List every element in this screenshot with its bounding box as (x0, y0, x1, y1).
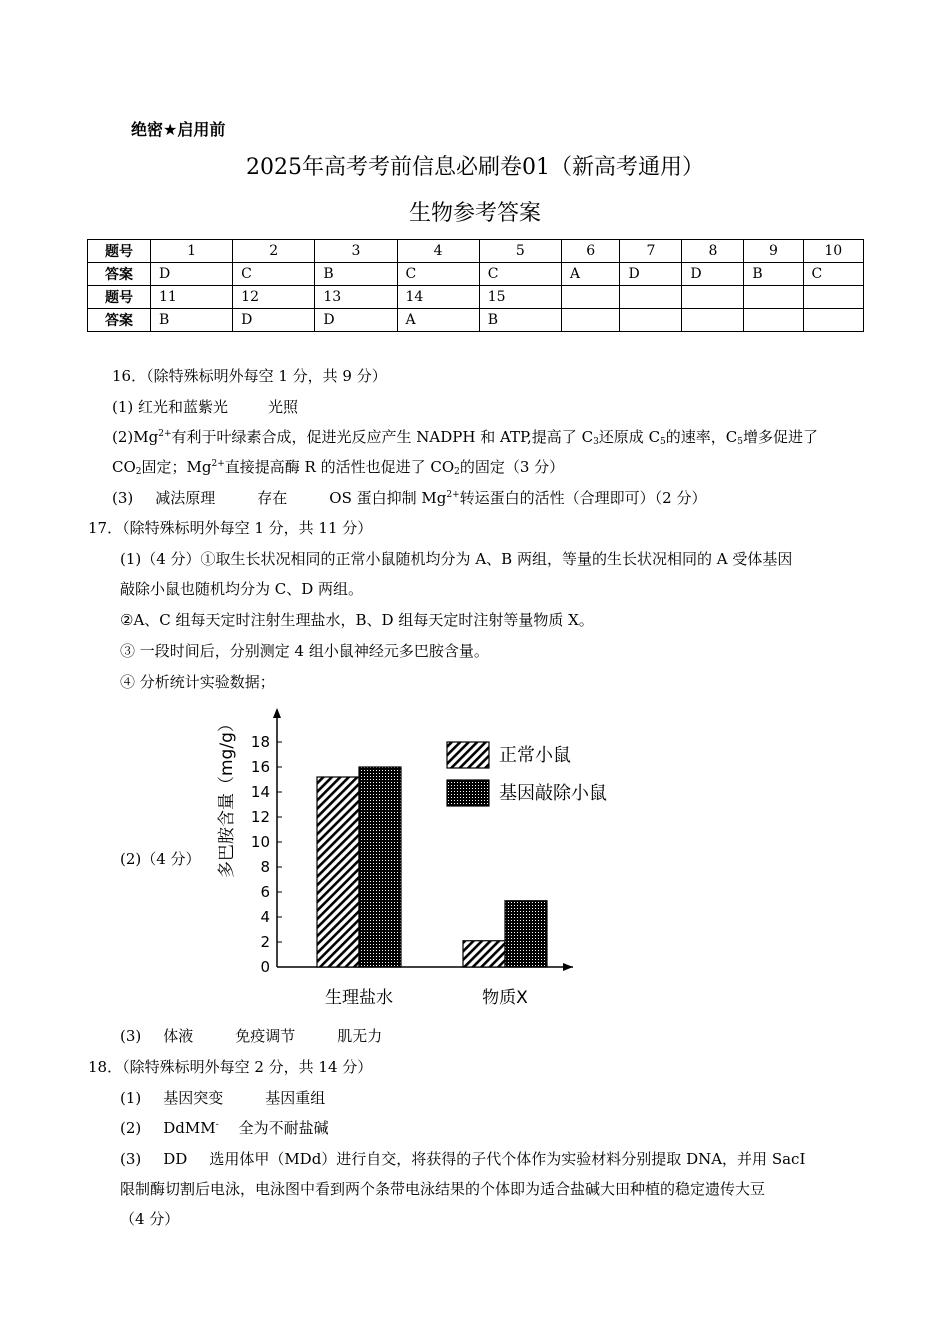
text-span: 免疫调节 (235, 1027, 296, 1045)
text-span: 基因突变 (163, 1089, 224, 1107)
table-cell (682, 286, 744, 309)
table-row (88, 263, 864, 286)
legend-swatch (447, 780, 489, 806)
row-label: 答案 (88, 263, 151, 286)
text-span: 有利于叶绿素合成，促进光反应产生 NADPH 和 ATP,提高了 C (171, 428, 594, 446)
table-cell (803, 286, 863, 309)
q17-step-4: ④ 分析统计实验数据； (120, 673, 275, 691)
table-cell: 14 (397, 286, 479, 309)
superscript: - (215, 1120, 219, 1130)
table-cell: 13 (315, 286, 397, 309)
text-span: 还原成 C (598, 428, 661, 446)
text-span: 体液 (163, 1027, 194, 1045)
text-span: 的速率，C (665, 428, 738, 446)
q17-step-2: ②A、C 组每天定时注射生理盐水，B、D 组每天定时注射等量物质 X。 (120, 611, 594, 629)
subscript: 2 (135, 467, 142, 477)
confidential-label: 绝密★启用前 (131, 120, 226, 139)
q18-answer-3 (120, 1148, 805, 1169)
q17-answer-1-cont: 敲除小鼠也随机均分为 C、D 两组。 (120, 580, 364, 598)
text-span: 全为不耐盐碱 (238, 1119, 329, 1137)
y-tick-label: 8 (260, 858, 270, 876)
legend-label: 正常小鼠 (499, 745, 571, 766)
q16-answer-2-cont (112, 456, 564, 477)
q16-heading: 16．（除特殊标明外每空 1 分，共 9 分） (112, 367, 387, 385)
q18-answer-1 (120, 1087, 325, 1108)
table-cell: 12 (233, 286, 315, 309)
table-cell: D (151, 263, 233, 286)
text-span: 减法原理 (155, 489, 216, 507)
text-span: (3) (112, 489, 134, 507)
y-tick-label: 16 (250, 758, 270, 776)
q18-answer-2 (120, 1117, 329, 1138)
table-cell: 4 (397, 240, 479, 263)
text-span: 直接提高酶 R 的活性也促进了 CO (224, 458, 455, 476)
table-row (88, 286, 864, 309)
bar (317, 777, 359, 967)
text-span: (2)Mg (112, 428, 159, 446)
legend-swatch (447, 742, 489, 768)
y-tick-label: 6 (260, 883, 270, 901)
x-tick-label: 生理盐水 (325, 988, 393, 1008)
table-cell (803, 309, 863, 332)
text-span: (2) (120, 1119, 142, 1137)
table-cell (620, 286, 682, 309)
text-span: OS 蛋白抑制 Mg (329, 489, 447, 507)
text-span: 增多促进了 (743, 428, 819, 446)
table-cell: 7 (620, 240, 682, 263)
bar (463, 941, 505, 967)
q16-answer-3 (112, 487, 706, 508)
bar (505, 901, 547, 967)
text-span: (1) (120, 1089, 142, 1107)
text-span: (3) (120, 1027, 142, 1045)
q17-answer-1: (1)（4 分）①取生长状况相同的正常小鼠随机均分为 A、B 两组，等量的生长状况相同的 A 受体基因 (120, 550, 793, 568)
subscript: 2 (454, 467, 460, 477)
table-cell (620, 309, 682, 332)
table-cell: C (233, 263, 315, 286)
y-tick-label: 12 (250, 808, 270, 826)
table-cell (561, 309, 620, 332)
table-cell: 1 (151, 240, 233, 263)
table-cell: B (744, 263, 803, 286)
table-cell: B (315, 263, 397, 286)
text-span: 固定；Mg (141, 458, 212, 476)
table-cell: D (620, 263, 682, 286)
row-label: 答案 (88, 309, 151, 332)
y-tick-label: 10 (250, 833, 270, 851)
table-cell: B (479, 309, 561, 332)
bar-chart (195, 700, 655, 1020)
text-span: 存在 (257, 489, 288, 507)
superscript: 2+ (446, 490, 460, 500)
text-span: DD (163, 1150, 188, 1168)
q17-step-3: ③ 一段时间后，分别测定 4 组小鼠神经元多巴胺含量。 (120, 642, 489, 660)
table-cell: 11 (151, 286, 233, 309)
answer-table (87, 239, 864, 332)
x-axis-arrow (563, 963, 573, 971)
y-axis-arrow (273, 708, 281, 718)
table-cell: 3 (315, 240, 397, 263)
page-title: 2025年高考考前信息必刷卷01（新高考通用） (246, 155, 704, 180)
table-cell: D (682, 263, 744, 286)
q17-answer-2-label: (2)（4 分） (120, 850, 201, 868)
table-cell: C (803, 263, 863, 286)
q17-heading: 17．（除特殊标明外每空 1 分，共 11 分） (88, 519, 373, 537)
table-cell: 9 (744, 240, 803, 263)
text-span: 转运蛋白的活性（合理即可）（2 分） (459, 489, 707, 507)
table-cell: B (151, 309, 233, 332)
row-label: 题号 (88, 240, 151, 263)
q18-answer-3-cont2: （4 分） (120, 1210, 180, 1228)
subscript: 3 (593, 437, 599, 447)
table-cell: A (561, 263, 620, 286)
q18-answer-3-cont: 限制酶切割后电泳，电泳图中看到两个条带电泳结果的个体即为适合盐碱大田种植的稳定遗传大豆 (120, 1180, 766, 1198)
bar (359, 767, 401, 967)
legend-label: 基因敲除小鼠 (499, 783, 607, 804)
y-axis-label: 多巴胺含量（mg/g） (217, 715, 237, 878)
y-tick-label: 18 (250, 733, 270, 751)
table-cell: 5 (479, 240, 561, 263)
y-tick-label: 4 (260, 908, 270, 926)
table-cell: 6 (561, 240, 620, 263)
table-cell: C (397, 263, 479, 286)
table-cell (561, 286, 620, 309)
table-cell: 15 (479, 286, 561, 309)
table-cell: 2 (233, 240, 315, 263)
superscript: 2+ (158, 429, 172, 439)
q16-answer-1 (112, 396, 298, 417)
table-cell: 8 (682, 240, 744, 263)
text-span: 的固定（3 分） (459, 458, 565, 476)
superscript: 2+ (211, 459, 225, 469)
table-row (88, 240, 864, 263)
q16-answer-1-part: (1) 红光和蓝紫光 (112, 398, 229, 416)
text-span: (3) (120, 1150, 142, 1168)
y-tick-label: 0 (260, 958, 270, 976)
table-cell (744, 309, 803, 332)
q16-answer-1-part: 光照 (268, 398, 299, 416)
q17-answer-3 (120, 1025, 382, 1046)
table-cell (682, 309, 744, 332)
text-span: CO (112, 458, 136, 476)
text-span: 肌无力 (337, 1027, 383, 1045)
table-cell: 10 (803, 240, 863, 263)
text-span: DdMM (163, 1119, 216, 1137)
subscript: 5 (660, 437, 666, 447)
row-label: 题号 (88, 286, 151, 309)
table-cell: D (233, 309, 315, 332)
subscript: 5 (737, 437, 743, 447)
table-row (88, 309, 864, 332)
table-cell: D (315, 309, 397, 332)
y-tick-label: 2 (260, 933, 270, 951)
table-cell: C (479, 263, 561, 286)
text-span: 选用体甲（MDd）进行自交，将获得的子代个体作为实验材料分别提取 DNA，并用 SacⅠ (209, 1150, 806, 1168)
page-subtitle: 生物参考答案 (408, 201, 541, 226)
q18-heading: 18．（除特殊标明外每空 2 分，共 14 分） (88, 1058, 373, 1076)
table-cell: A (397, 309, 479, 332)
x-tick-label: 物质X (482, 988, 528, 1008)
text-span: 基因重组 (265, 1089, 326, 1107)
y-tick-label: 14 (250, 783, 270, 801)
table-cell (744, 286, 803, 309)
q16-answer-2 (112, 426, 818, 447)
